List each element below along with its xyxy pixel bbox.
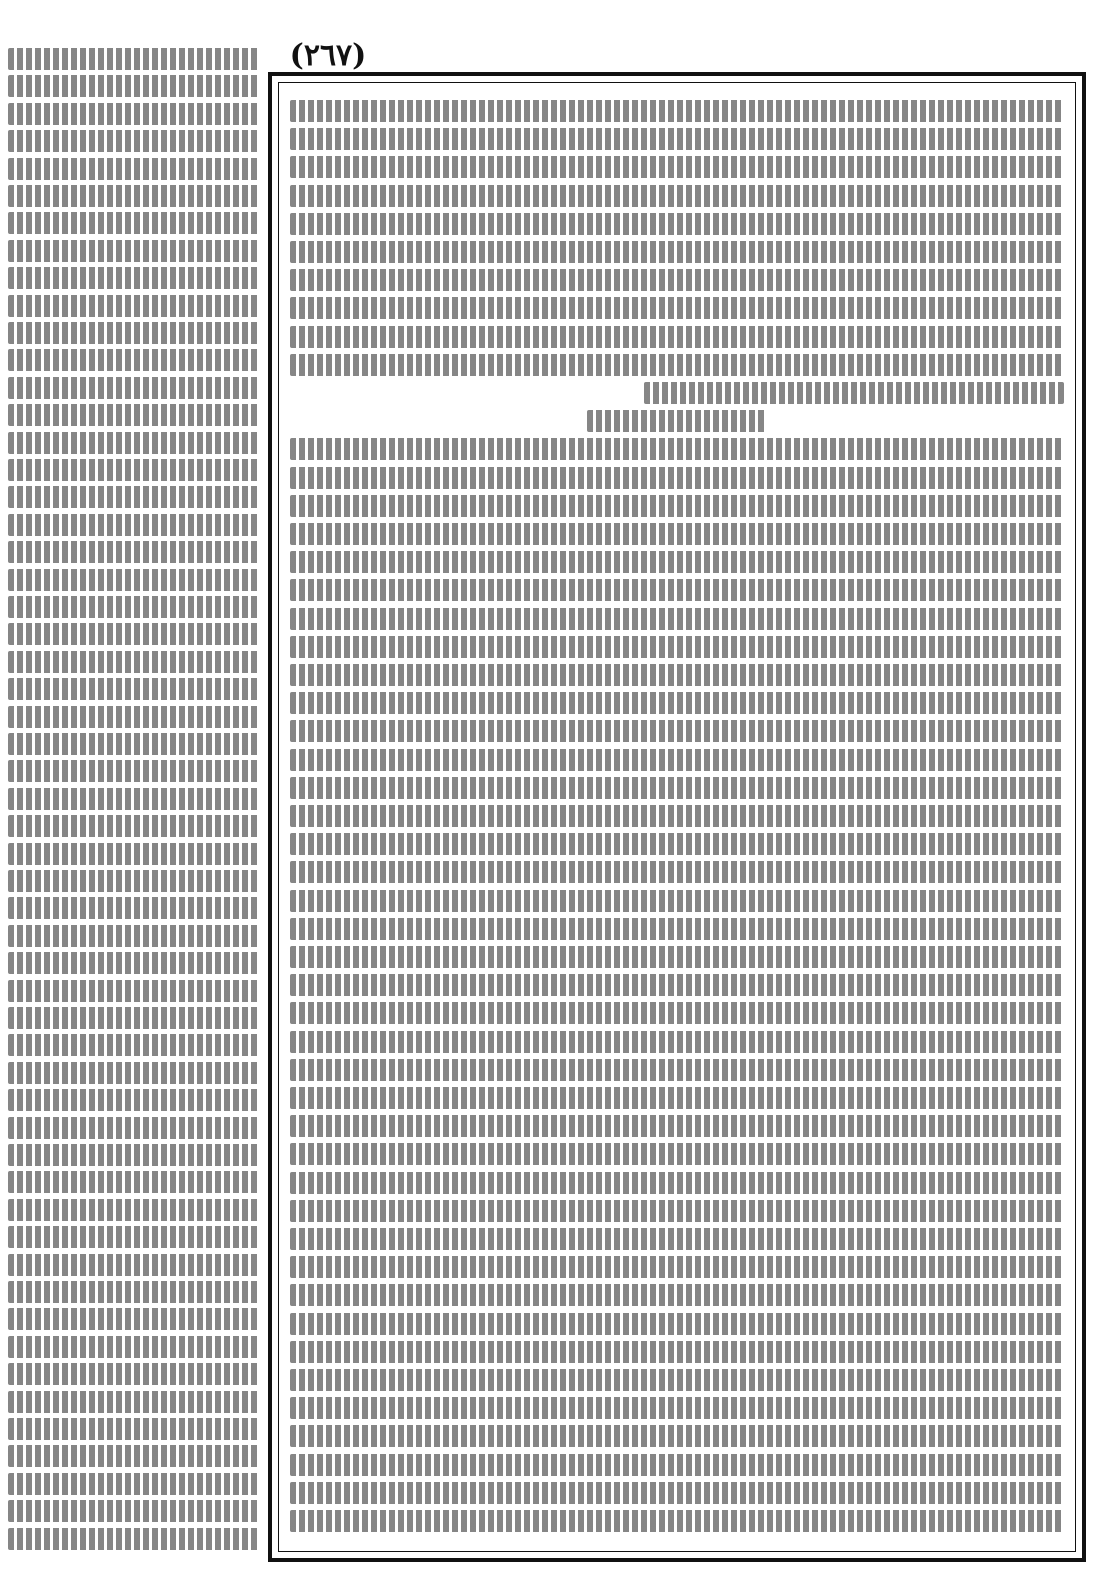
- margin-text-line: [8, 815, 260, 837]
- margin-text-line: [8, 541, 260, 563]
- margin-text-line: [8, 1144, 260, 1166]
- text-line: [290, 1369, 1064, 1391]
- margin-text-line: [8, 760, 260, 782]
- margin-text-line: [8, 596, 260, 618]
- margin-text-line: [8, 185, 260, 207]
- text-line: [290, 100, 1064, 122]
- text-line: [290, 326, 1064, 348]
- margin-text-line: [8, 322, 260, 344]
- text-line: [644, 382, 1064, 404]
- text-line: [290, 1031, 1064, 1053]
- margin-text-line: [8, 48, 260, 70]
- text-line: [290, 438, 1064, 460]
- text-line: [290, 777, 1064, 799]
- margin-text-line: [8, 103, 260, 125]
- text-line: [290, 551, 1064, 573]
- margin-text-line: [8, 1171, 260, 1193]
- text-line: [290, 833, 1064, 855]
- margin-text-line: [8, 843, 260, 865]
- text-line: [290, 692, 1064, 714]
- text-line: [290, 1115, 1064, 1137]
- text-line: [290, 213, 1064, 235]
- text-line: [290, 720, 1064, 742]
- text-line: [290, 579, 1064, 601]
- margin-text-line: [8, 1363, 260, 1385]
- margin-text-line: [8, 212, 260, 234]
- text-line: [290, 1482, 1064, 1504]
- margin-text-line: [8, 130, 260, 152]
- text-line: [290, 128, 1064, 150]
- page-number: (٢٦٧): [289, 38, 367, 73]
- text-line: [290, 1002, 1064, 1024]
- margin-text-line: [8, 1473, 260, 1495]
- text-line: [290, 1510, 1064, 1532]
- text-line: [290, 1087, 1064, 1109]
- text-line: [290, 974, 1064, 996]
- text-line: [290, 1397, 1064, 1419]
- margin-text-line: [8, 788, 260, 810]
- margin-text-line: [8, 1281, 260, 1303]
- text-line: [587, 410, 767, 432]
- margin-text-line: [8, 486, 260, 508]
- margin-text-line: [8, 1226, 260, 1248]
- margin-text-line: [8, 569, 260, 591]
- text-line: [290, 1143, 1064, 1165]
- text-line: [290, 1172, 1064, 1194]
- margin-text-line: [8, 377, 260, 399]
- margin-text-line: [8, 706, 260, 728]
- text-line: [290, 636, 1064, 658]
- margin-text-line: [8, 678, 260, 700]
- margin-text-line: [8, 459, 260, 481]
- margin-text-line: [8, 1336, 260, 1358]
- text-line: [290, 664, 1064, 686]
- margin-text-line: [8, 897, 260, 919]
- text-line: [290, 1256, 1064, 1278]
- margin-text-line: [8, 1062, 260, 1084]
- margin-text-line: [8, 158, 260, 180]
- margin-text-line: [8, 1199, 260, 1221]
- margin-text-line: [8, 1418, 260, 1440]
- text-line: [290, 495, 1064, 517]
- margin-text-line: [8, 514, 260, 536]
- margin-commentary-column: [8, 40, 260, 1560]
- text-line: [290, 749, 1064, 771]
- main-text-body: [290, 92, 1064, 1542]
- text-line: [290, 1341, 1064, 1363]
- margin-text-line: [8, 404, 260, 426]
- margin-text-line: [8, 1308, 260, 1330]
- text-line: [290, 1313, 1064, 1335]
- text-line: [290, 354, 1064, 376]
- text-line: [290, 608, 1064, 630]
- margin-text-line: [8, 1034, 260, 1056]
- text-line: [290, 185, 1064, 207]
- margin-text-line: [8, 925, 260, 947]
- text-line: [290, 467, 1064, 489]
- text-line: [290, 861, 1064, 883]
- margin-text-line: [8, 952, 260, 974]
- margin-text-line: [8, 1391, 260, 1413]
- margin-text-line: [8, 432, 260, 454]
- margin-text-line: [8, 1007, 260, 1029]
- margin-text-line: [8, 267, 260, 289]
- text-line: [290, 1059, 1064, 1081]
- text-line: [290, 946, 1064, 968]
- margin-text-line: [8, 1528, 260, 1550]
- margin-text-line: [8, 1500, 260, 1522]
- text-line: [290, 241, 1064, 263]
- margin-text-line: [8, 295, 260, 317]
- margin-text-line: [8, 1117, 260, 1139]
- margin-text-line: [8, 240, 260, 262]
- text-line: [290, 523, 1064, 545]
- text-line: [290, 269, 1064, 291]
- text-line: [290, 297, 1064, 319]
- text-line: [290, 890, 1064, 912]
- text-line: [290, 1200, 1064, 1222]
- text-line: [290, 1284, 1064, 1306]
- margin-text-line: [8, 75, 260, 97]
- margin-text-line: [8, 623, 260, 645]
- text-line: [290, 805, 1064, 827]
- margin-text-line: [8, 349, 260, 371]
- margin-text-line: [8, 1089, 260, 1111]
- text-line: [290, 918, 1064, 940]
- margin-text-line: [8, 1254, 260, 1276]
- margin-text-line: [8, 733, 260, 755]
- margin-text-line: [8, 980, 260, 1002]
- text-line: [290, 156, 1064, 178]
- margin-text-line: [8, 651, 260, 673]
- text-line: [290, 1454, 1064, 1476]
- margin-text-line: [8, 1445, 260, 1467]
- text-line: [290, 1425, 1064, 1447]
- text-line: [290, 1228, 1064, 1250]
- margin-text-line: [8, 870, 260, 892]
